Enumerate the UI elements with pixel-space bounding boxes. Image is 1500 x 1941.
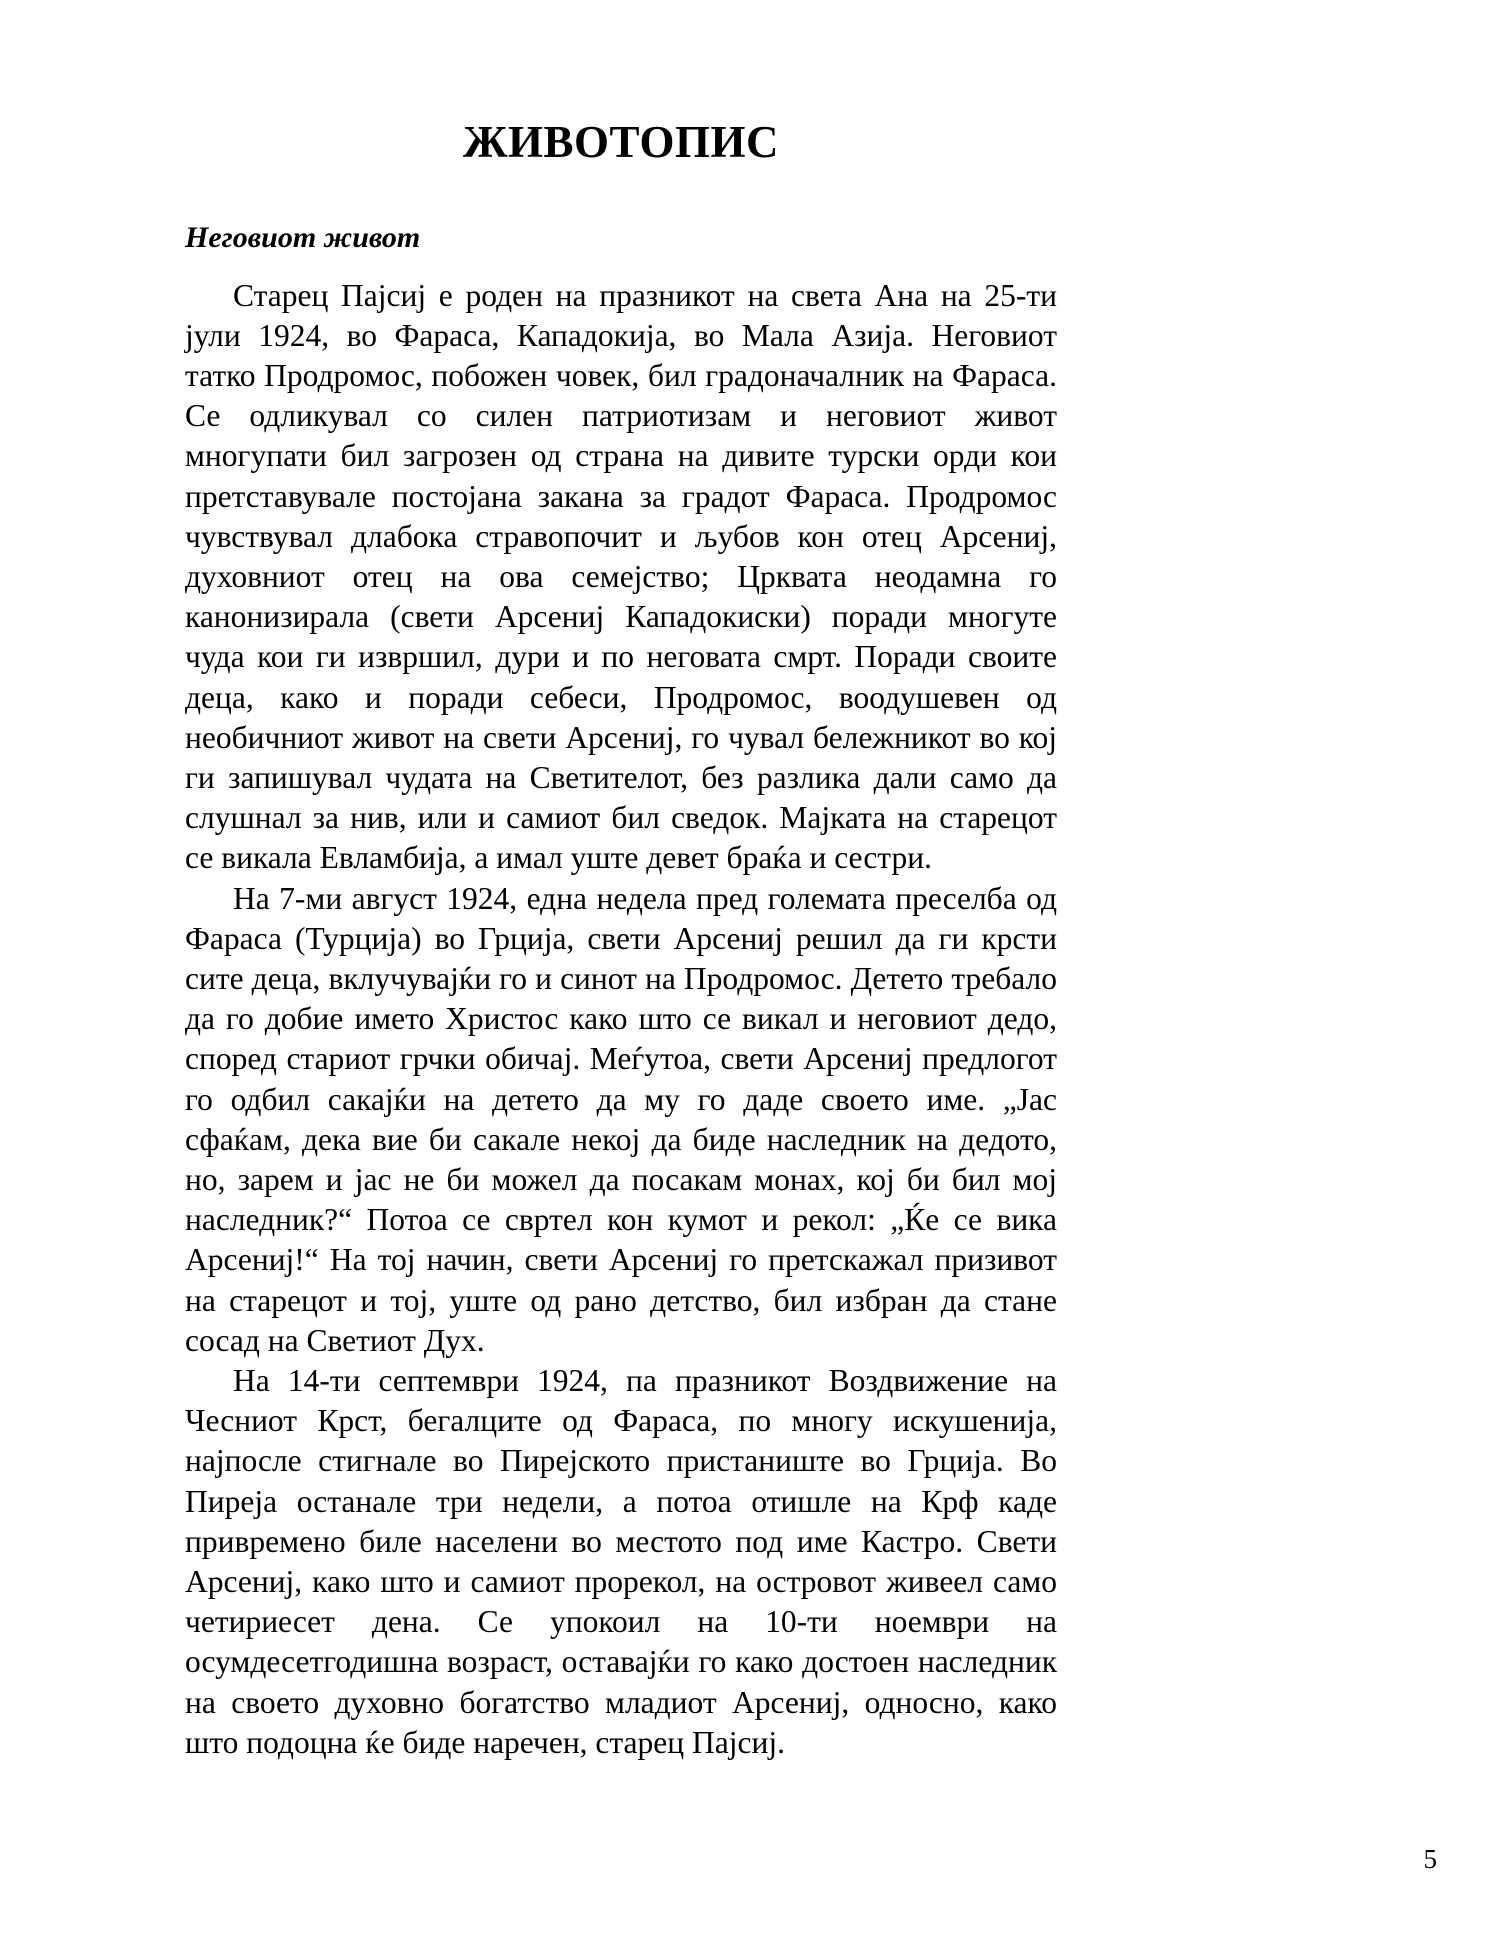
body-paragraph: На 7-ми август 1924, една недела пред големата преселба од Фараса (Турција) во Грција, свети Арсениј решил да ги крсти сите деца, вклучувајќи го и синот на Продромос. Детето требало да го добие името Христос како што се викал и неговиот дедо, според стариот грчки обичај. Меѓутоа, свети Арсениј предлогот го одбил сакајќи на детето да му го даде своето име. „Јас сфаќам, дека вие би сакале некој да биде наследник на дедото, но, зарем и јас не би можел да посакам монах, кој би бил мој наследник?“ Потоа се свртел кон кумот и рекол: „Ќе се вика Арсениј!“ На тој начин, свети Арсениј го претскажал призивот на старецот и тој, уште од рано детство, бил избран да стане сосад на Светиот Дух. (185, 880, 1057, 1358)
page-content (185, 0, 1057, 1763)
page-number: 5 (1423, 1844, 1437, 1874)
page-title: ЖИВОТОПИС (463, 117, 779, 167)
body-paragraph: На 14-ти септември 1924, па празникот Воздвижение на Чесниот Крст, бегалците од Фараса, по многу искушенија, најпосле стигнале во Пирејското пристаниште во Грција. Во Пиреја останале три недели, а потоа отишле на Крф каде привремено биле населени во местото под име Кастро. Свети Арсениј, како што и самиот прорекол, на островот живеел само четириесет дена. Се упокоил на 10-ти ноември на осумдесетгодишна возраст, оставајќи го како достоен наследник на своето духовно богатство младиот Арсениј, односно, како што подоцна ќе биде наречен, старец Пајсиј. (185, 1362, 1057, 1760)
section-heading: Неговиот живот (185, 220, 421, 254)
body-paragraph: Старец Пајсиј е роден на празникот на света Ана на 25-ти јули 1924, во Фараса, Кападокија, во Мала Азија. Неговиот татко Продромос, побожен човек, бил градоначалник на Фараса. Се одликувал со силен патриотизам и неговиот живот многупати бил загрозен од страна на дивите турски орди кои претставувале постојана закана за градот Фараса. Продромос чувствувал длабока стравопочит и љубов кон отец Арсениј, духовниот отец на ова семејство; Црквата неодамна го канонизирала (свети Арсениј Кападокиски) поради многуте чуда кои ги извршил, дури и по неговата смрт. Поради своите деца, како и поради себеси, Продромос, воодушевен од необичниот живот на свети Арсениј, го чувал бележникот во кој ги запишувал чудата на Светителот, без разлика дали само да слушнал за нив, или и самиот бил сведок. Мајката на старецот се викала Евламбија, а имал уште девет браќа и сестри. (185, 277, 1057, 876)
